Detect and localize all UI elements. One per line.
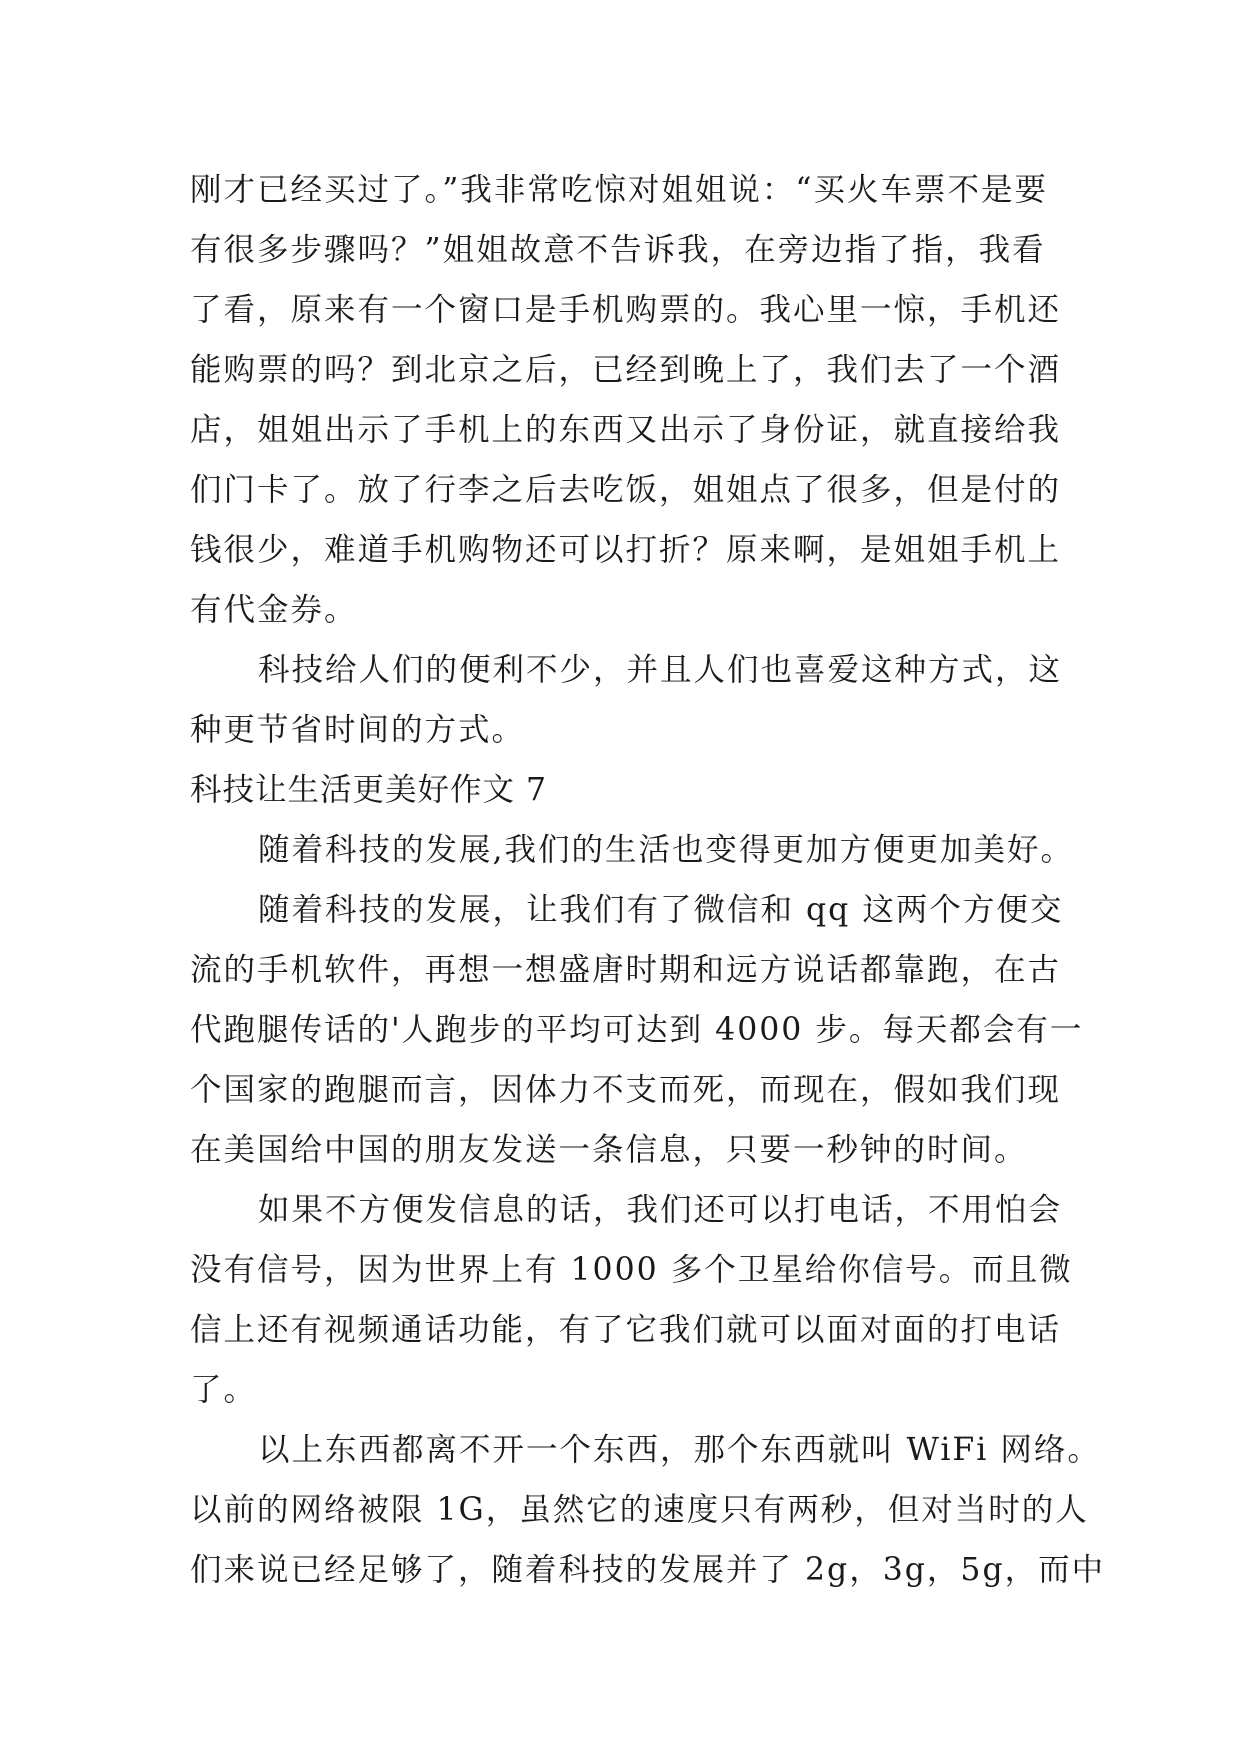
text-line: 信上还有视频通话功能，有了它我们就可以面对面的打电话 xyxy=(190,1312,1062,1348)
text-line: 以上东西都离不开一个东西，那个东西就叫 WiFi 网络。 xyxy=(258,1432,1101,1468)
section-heading: 科技让生活更美好作文 7 xyxy=(190,772,548,808)
text-line: 了。 xyxy=(190,1372,258,1408)
text-line: 没有信号，因为世界上有 1000 多个卫星给你信号。而且微 xyxy=(190,1252,1073,1288)
text-line: 个国家的跑腿而言，因体力不支而死，而现在，假如我们现 xyxy=(190,1072,1062,1108)
text-line: 有代金券。 xyxy=(190,592,358,628)
text-line: 们门卡了。放了行李之后去吃饭，姐姐点了很多，但是付的 xyxy=(190,472,1062,508)
text-line: 如果不方便发信息的话，我们还可以打电话，不用怕会 xyxy=(258,1192,1063,1228)
text-line: 了看，原来有一个窗口是手机购票的。我心里一惊，手机还 xyxy=(190,292,1062,328)
text-line: 在美国给中国的朋友发送一条信息，只要一秒钟的时间。 xyxy=(190,1132,1028,1168)
text-line: 有很多步骤吗？”姐姐故意不告诉我，在旁边指了指，我看 xyxy=(190,232,1046,268)
text-line: 刚才已经买过了。”我非常吃惊对姐姐说：“买火车票不是要 xyxy=(190,172,1048,208)
essay-text xyxy=(190,160,1106,1600)
text-line: 钱很少，难道手机购物还可以打折？原来啊，是姐姐手机上 xyxy=(190,532,1062,568)
text-line: 能购票的吗？到北京之后，已经到晚上了，我们去了一个酒 xyxy=(190,352,1062,388)
text-line: 随着科技的发展,我们的生活也变得更加方便更加美好。 xyxy=(258,832,1075,868)
text-line: 流的手机软件，再想一想盛唐时期和远方说话都靠跑，在古 xyxy=(190,952,1062,988)
text-line: 种更节省时间的方式。 xyxy=(190,712,526,748)
text-line: 科技给人们的便利不少，并且人们也喜爱这种方式，这 xyxy=(258,652,1063,688)
text-line: 随着科技的发展，让我们有了微信和 qq 这两个方便交 xyxy=(258,892,1064,928)
text-line: 代跑腿传话的'人跑步的平均可达到 4000 步。每天都会有一 xyxy=(190,1012,1084,1048)
text-line: 们来说已经足够了，随着科技的发展并了 2g，3g，5g，而中 xyxy=(190,1552,1106,1588)
text-line: 以前的网络被限 1G，虽然它的速度只有两秒，但对当时的人 xyxy=(190,1492,1089,1528)
text-line: 店，姐姐出示了手机上的东西又出示了身份证，就直接给我 xyxy=(190,412,1062,448)
